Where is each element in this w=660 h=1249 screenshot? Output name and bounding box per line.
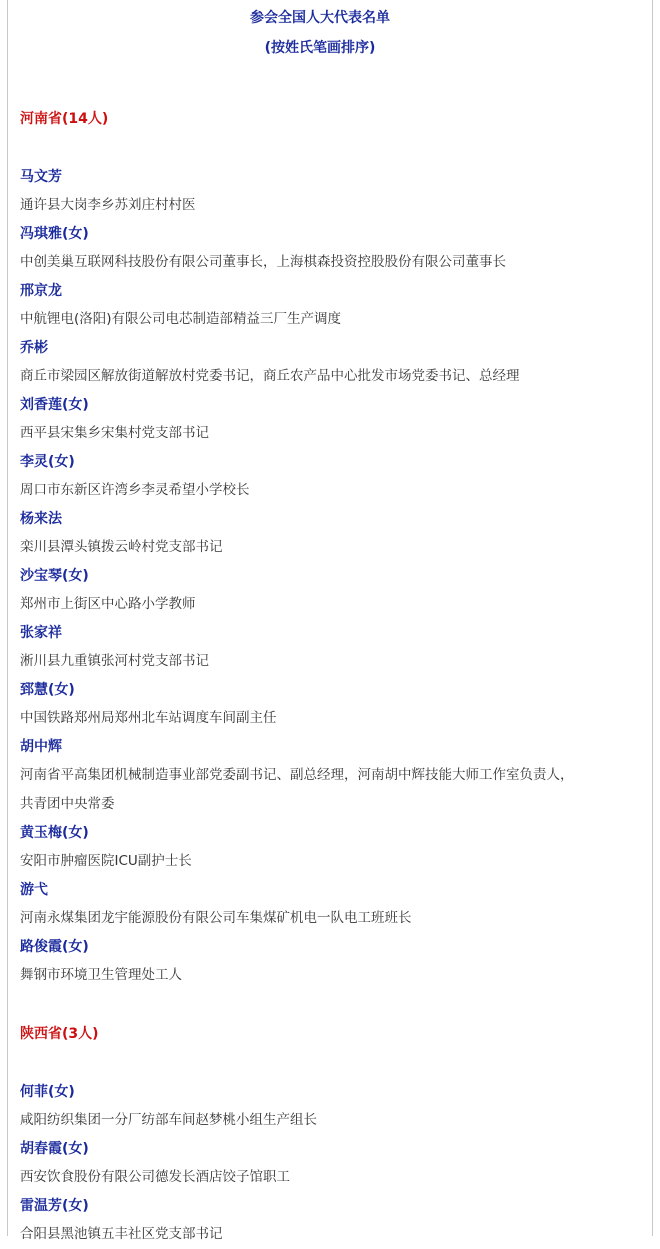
member-description: 咸阳纺织集团一分厂纺部车间赵梦桃小组生产组长 (20, 1112, 317, 1128)
member-name: 沙宝琴(女) (20, 568, 89, 584)
member-description: 舞钢市环境卫生管理处工人 (20, 967, 182, 983)
member-entry (20, 220, 645, 277)
member-name: 刘香莲(女) (20, 397, 89, 413)
article-content (20, 0, 645, 1249)
member-entry (20, 505, 645, 562)
member-entry (20, 334, 645, 391)
member-name: 何菲(女) (20, 1084, 75, 1100)
member-description: 郑州市上街区中心路小学教师 (20, 596, 196, 612)
member-name: 胡中辉 (20, 739, 62, 755)
title-line-2: (按姓氏笔画排序) (264, 40, 376, 56)
member-entry (20, 562, 645, 619)
member-description: 河南省平高集团机械制造事业部党委副书记、副总经理，河南胡中辉技能大师工作室负责人， (20, 767, 574, 783)
member-description: 安阳市肿瘤医院ICU副护士长 (20, 853, 192, 869)
member-name: 张家祥 (20, 625, 62, 641)
member-entry (20, 733, 645, 819)
province-section (20, 105, 645, 990)
member-name: 路俊霞(女) (20, 939, 89, 955)
member-description: 淅川县九重镇张河村党支部书记 (20, 653, 209, 669)
province-heading: 河南省(14人) (20, 111, 109, 127)
member-entry (20, 933, 645, 990)
member-description: 商丘市梁园区解放街道解放村党委书记，商丘农产品中心批发市场党委书记、总经理 (20, 368, 520, 384)
member-description: 周口市东新区许湾乡李灵希望小学校长 (20, 482, 250, 498)
member-description: 栾川县潭头镇拨云岭村党支部书记 (20, 539, 223, 555)
member-name: 雷温芳(女) (20, 1198, 89, 1214)
title-line-1: 参会全国人大代表名单 (250, 10, 390, 26)
member-entry (20, 1078, 645, 1135)
list-title (0, 3, 640, 63)
province-heading: 陕西省(3人) (20, 1026, 99, 1042)
member-name: 游弋 (20, 882, 48, 898)
member-name: 杨来法 (20, 511, 62, 527)
member-description: 合阳县黑池镇五丰社区党支部书记 (20, 1226, 223, 1242)
member-description: 中航锂电(洛阳)有限公司电芯制造部精益三厂生产调度 (20, 311, 342, 327)
member-description: 共青团中央常委 (20, 796, 115, 812)
member-entry (20, 1135, 645, 1192)
member-name: 黄玉梅(女) (20, 825, 89, 841)
member-description: 中创美巢互联网科技股份有限公司董事长，上海棋森投资控股股份有限公司董事长 (20, 254, 506, 270)
member-name: 马文芳 (20, 169, 62, 185)
member-name: 冯琪雅(女) (20, 226, 89, 242)
member-description: 西平县宋集乡宋集村党支部书记 (20, 425, 209, 441)
member-name: 邢京龙 (20, 283, 62, 299)
province-list (20, 105, 645, 1249)
member-name: 乔彬 (20, 340, 48, 356)
member-entry (20, 676, 645, 733)
member-entry (20, 619, 645, 676)
member-description: 中国铁路郑州局郑州北车站调度车间副主任 (20, 710, 277, 726)
member-entry (20, 391, 645, 448)
member-name: 李灵(女) (20, 454, 75, 470)
member-name: 郅慧(女) (20, 682, 75, 698)
member-entry (20, 163, 645, 220)
member-name: 胡春霞(女) (20, 1141, 89, 1157)
province-section (20, 1020, 645, 1249)
member-description: 河南永煤集团龙宇能源股份有限公司车集煤矿机电一队电工班班长 (20, 910, 412, 926)
member-entry (20, 819, 645, 876)
member-description: 西安饮食股份有限公司德发长酒店饺子馆职工 (20, 1169, 290, 1185)
member-entry (20, 876, 645, 933)
member-entry (20, 277, 645, 334)
member-description: 通许县大岗李乡苏刘庄村村医 (20, 197, 196, 213)
member-entry (20, 1192, 645, 1249)
member-entry (20, 448, 645, 505)
